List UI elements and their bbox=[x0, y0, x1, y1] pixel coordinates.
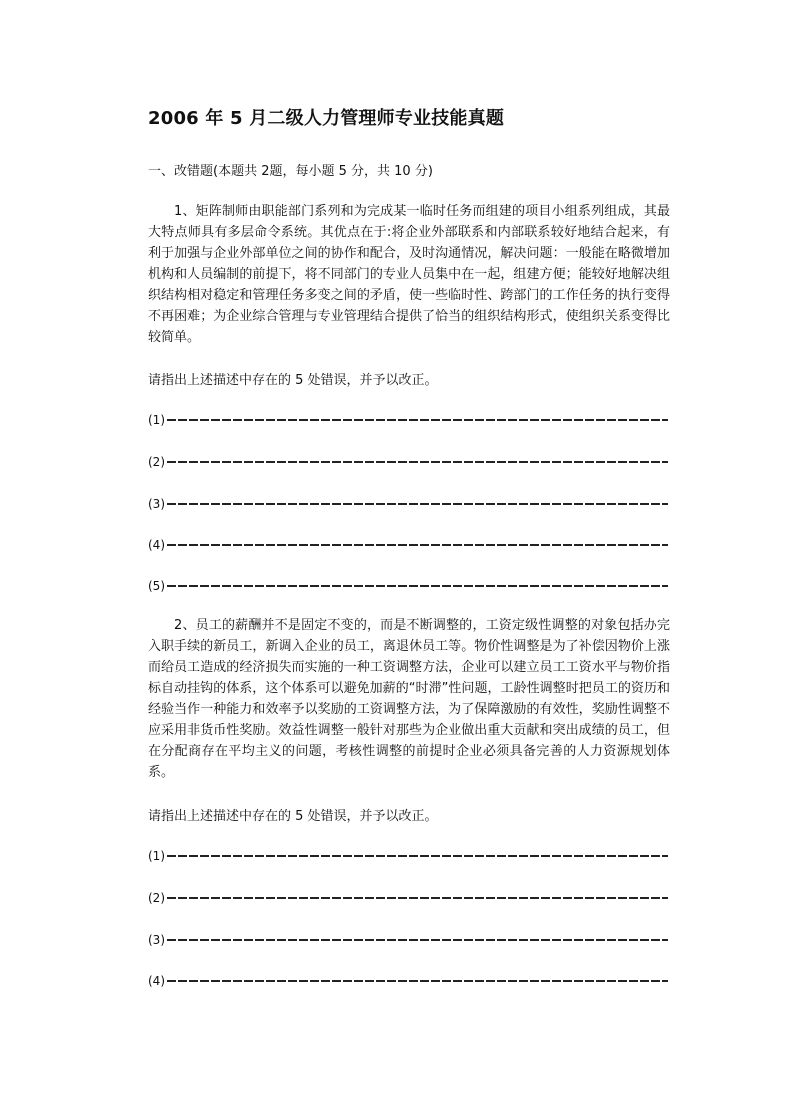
page-title: 2006 年 5 月二级人力管理师专业技能真题 bbox=[148, 108, 505, 129]
question-2-text bbox=[148, 615, 670, 783]
answer-line-5[interactable] bbox=[148, 578, 668, 594]
answer-blank bbox=[167, 419, 668, 421]
answer-blank bbox=[167, 544, 668, 546]
question-2-paragraph: 2、员工的薪酬并不是固定不变的，而是不断调整的，工资定级性调整的对象包括办完入职手续的新员工，新调入企业的员工，离退休员工等。物价性调整是为了补偿因物价上涨而给员工造成的经济损失而实施的一种工资调整方法，企业可以建立员工工资水平与物价指标自动挂钩的体系，这个体系可以避免加薪的“时滞”性问题，工龄性调整时把员工的资历和经验当作一种能力和效率予以奖励的工资调整方法，为了保障激励的有效性，奖励性调整不应采用非货币性奖励。效益性调整一般针对那些为企业做出重大贡献和突出成绩的员工，但在分配商存在平均主义的问题，考核性调整的前提时企业必须具备完善的人力资源规划体系。 bbox=[148, 618, 670, 780]
answer-line-3[interactable] bbox=[148, 496, 668, 512]
answer-label: (4) bbox=[148, 974, 165, 988]
answer-blank bbox=[167, 585, 668, 587]
question-1-paragraph: 1、矩阵制师由职能部门系列和为完成某一临时任务而组建的项目小组系列组成，其最大特点师具有多层命令系统。其优点在于:将企业外部联系和内部联系较好地结合起来，有利于加强与企业外部单位之间的协作和配合，及时沟通情况，解决问题：一般能在略微增加机构和人员编制的前提下，将不同部门的专业人员集中在一起，组建方便；能较好地解决组织结构相对稳定和管理任务多变之间的矛盾，使一些临时性、跨部门的工作任务的执行变得不再困难；为企业综合管理与专业管理结合提供了恰当的组织结构形式，使组织关系变得比较简单。 bbox=[148, 204, 670, 345]
answer-line-4[interactable] bbox=[148, 537, 668, 553]
answer-line-1[interactable] bbox=[148, 848, 668, 864]
answer-blank bbox=[167, 939, 668, 941]
answer-label: (5) bbox=[148, 579, 165, 593]
question-1-instruction: 请指出上述描述中存在的 5 处错误，并予以改正。 bbox=[148, 373, 438, 388]
answer-blank bbox=[167, 503, 668, 505]
answer-label: (3) bbox=[148, 933, 165, 947]
answer-label: (3) bbox=[148, 497, 165, 511]
answer-line-2[interactable] bbox=[148, 454, 668, 470]
answer-label: (2) bbox=[148, 455, 165, 469]
section-heading: 一、改错题(本题共 2题，每小题 5 分，共 10 分) bbox=[148, 164, 433, 179]
answer-line-4[interactable] bbox=[148, 973, 668, 989]
answer-label: (4) bbox=[148, 538, 165, 552]
answer-label: (1) bbox=[148, 849, 165, 863]
answer-label: (1) bbox=[148, 413, 165, 427]
answer-blank bbox=[167, 980, 668, 982]
answer-blank bbox=[167, 461, 668, 463]
answer-line-1[interactable] bbox=[148, 412, 668, 428]
answer-blank bbox=[167, 897, 668, 899]
answer-label: (2) bbox=[148, 891, 165, 905]
question-1-text bbox=[148, 201, 670, 348]
answer-line-2[interactable] bbox=[148, 890, 668, 906]
question-2-instruction: 请指出上述描述中存在的 5 处错误，并予以改正。 bbox=[148, 809, 438, 824]
answer-blank bbox=[167, 855, 668, 857]
answer-line-3[interactable] bbox=[148, 932, 668, 948]
